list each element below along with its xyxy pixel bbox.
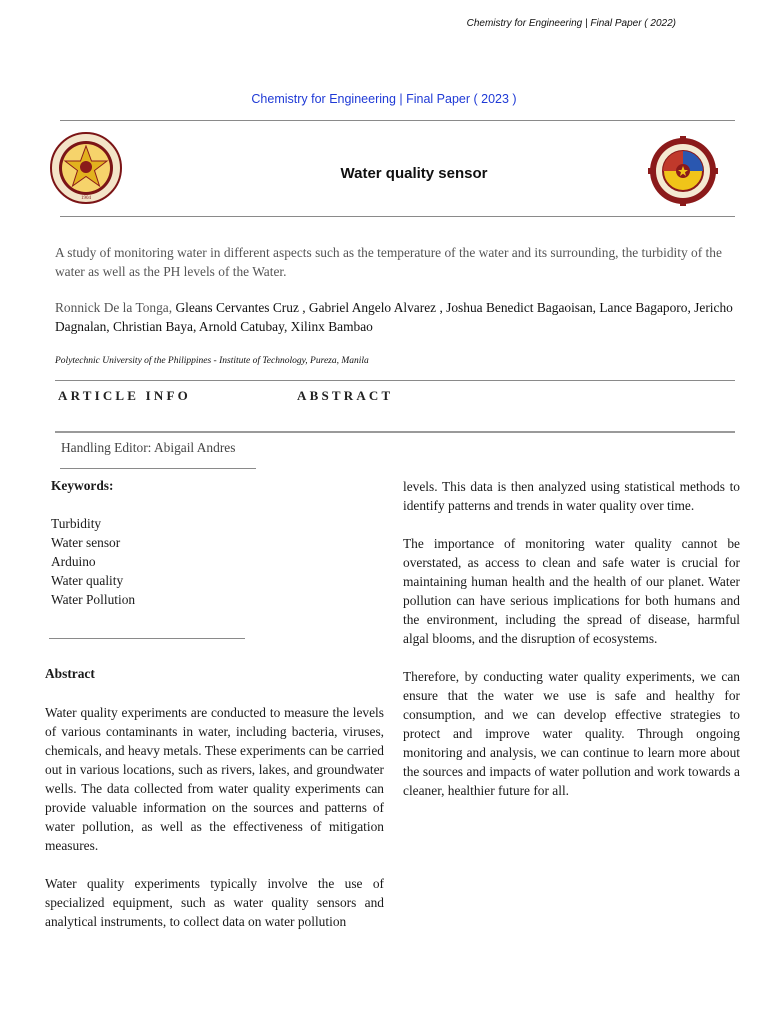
keyword-item: Arduino [51,554,96,569]
keyword-item: Water quality [51,573,124,588]
header-top-rule [60,120,735,121]
paper-title: Water quality sensor [340,165,488,182]
editor-rule [60,468,256,469]
abstract-paragraph: Water quality experiments typically involve the use of specialized equipment, such as water quality sensors and analytical instruments, to collect data on water pollution [45,876,384,929]
keywords-label: Keywords: [51,478,114,493]
abstract-label: Abstract [45,666,95,681]
journal-title: Chemistry for Engineering | Final Paper ( 2023 ) [251,92,517,106]
article-info-heading: ARTICLE INFO [58,388,191,403]
keyword-item: Water sensor [51,535,121,550]
first-author: Ronnick De la Tonga, [55,300,173,315]
author-list [55,298,740,336]
handling-editor: Handling Editor: Abigail Andres [61,440,236,455]
keyword-item: Turbidity [51,516,102,531]
abstract-heading: ABSTRACT [297,388,394,403]
keywords-rule [49,638,245,639]
running-header: Chemistry for Engineering | Final Paper ( 2022) [466,18,676,29]
abstract-left-column [45,703,384,950]
info-bottom-rule [55,431,735,433]
abstract-paragraph: Water quality experiments are conducted to measure the levels of various contaminants in water, including bacteria, viruses, chemicals, and heavy metals. These experiments can be carried out in various locations, such as rivers, lakes, and groundwater wells. The data collected from water quality experiments can provide valuable information on the sources and patterns of water pollution, as well as the effectiveness of mitigation measures. [45,705,384,853]
keyword-item: Water Pollution [51,592,136,607]
affiliation: Polytechnic University of the Philippines - Institute of Technology, Pureza, Manila [55,356,369,366]
keywords-list [51,514,135,609]
abstract-paragraph: Therefore, by conducting water quality experiments, we can ensure that the water we use is safe and healthy for consumption, and we can develop effective strategies to protect and improve water quality. Through ongoing monitoring and analysis, we can continue to learn more about the sources and impacts of water pollution and work towards a cleaner, healthier future for all. [403,669,740,798]
abstract-right-column [403,477,740,819]
seal-year: 1904 [81,196,91,201]
abstract-paragraph: The importance of monitoring water quality cannot be overstated, as access to clean and safe water is crucial for maintaining human health and the health of our planet. Water pollution can have serious implications for both humans and the environment, including the spread of disease, harmful algal blooms, and the disruption of ecosystems. [403,536,740,646]
abstract-paragraph: levels. This data is then analyzed using statistical methods to identify patterns and trends in water quality over time. [403,479,740,513]
paper-summary: A study of monitoring water in different aspects such as the temperature of the water and its surrounding, the turbidity of the water as well as the PH levels of the Water. [55,245,722,279]
institute-gear-logo [648,136,718,206]
other-authors: Gleans Cervantes Cruz , Gabriel Angelo Alvarez , Joshua Benedict Bagaoisan, Lance Bagaporo, Jericho Dagnalan, Christian Baya, Arnold Catubay, Xilinx Bambao [55,300,733,334]
info-top-rule [55,380,735,381]
header-bottom-rule [60,216,735,217]
